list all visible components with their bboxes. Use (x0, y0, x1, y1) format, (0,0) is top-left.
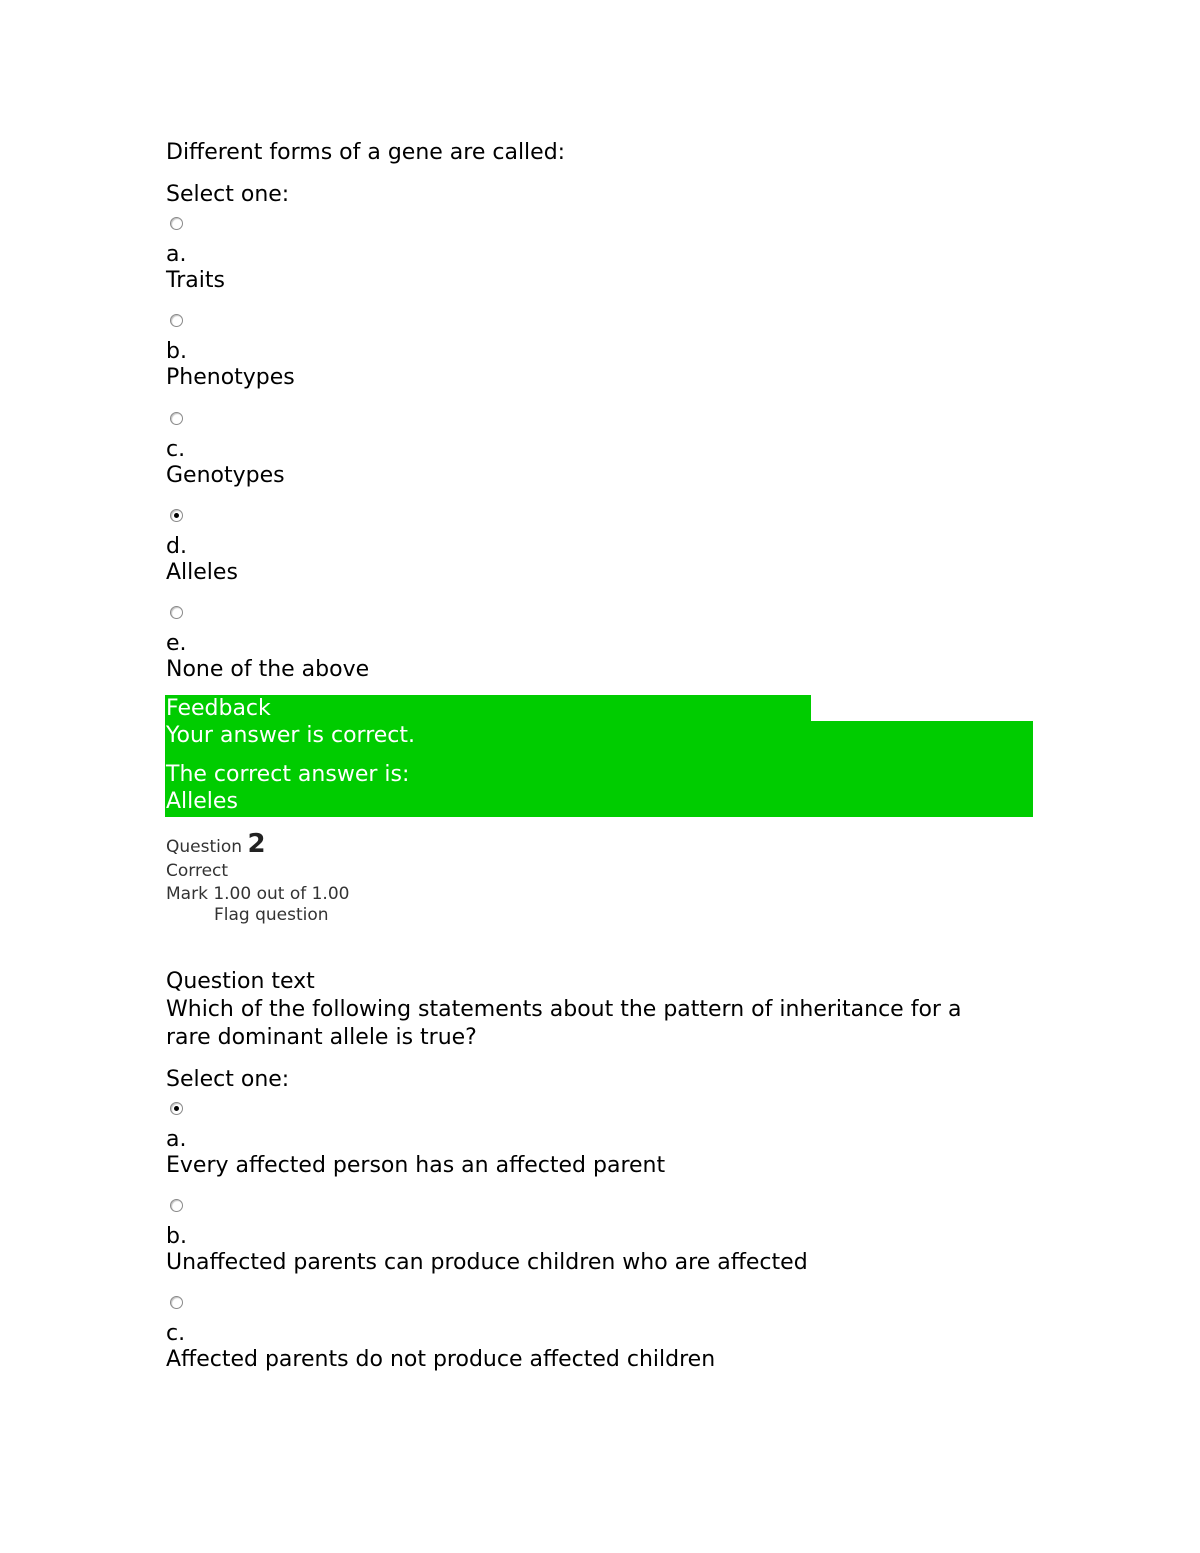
option-text: None of the above (166, 657, 370, 682)
question-2-header (166, 829, 266, 859)
option-letter: a. (166, 1127, 187, 1152)
option-text: Traits (166, 268, 225, 293)
feedback-correct-answer: Alleles (166, 789, 238, 814)
option-text: Genotypes (166, 463, 285, 488)
question-1-text: Different forms of a gene are called: (166, 140, 566, 165)
question-2-select-label: Select one: (166, 1067, 290, 1092)
radio-button[interactable] (170, 1296, 183, 1309)
feedback-correct-label: The correct answer is: (166, 762, 410, 787)
question-2-text-heading: Question text (166, 969, 315, 994)
radio-button-selected[interactable] (170, 1102, 183, 1115)
option-letter: d. (166, 534, 187, 559)
flag-question-link[interactable]: Flag question (214, 905, 329, 925)
question-2-text-line-1: Which of the following statements about the pattern of inheritance for a (166, 997, 962, 1022)
option-letter: e. (166, 631, 187, 656)
option-letter: c. (166, 437, 186, 462)
radio-button[interactable] (170, 1199, 183, 1212)
option-text: Unaffected parents can produce children who are affected (166, 1250, 808, 1275)
question-2-status: Correct (166, 861, 229, 881)
feedback-result: Your answer is correct. (166, 723, 416, 748)
option-text: Phenotypes (166, 365, 295, 390)
radio-button[interactable] (170, 412, 183, 425)
question-label: Question (166, 837, 243, 857)
option-letter: a. (166, 242, 187, 267)
question-2-text-line-2: rare dominant allele is true? (166, 1025, 477, 1050)
radio-button[interactable] (170, 314, 183, 327)
radio-button-selected[interactable] (170, 509, 183, 522)
option-text: Alleles (166, 560, 238, 585)
option-letter: b. (166, 339, 187, 364)
radio-button[interactable] (170, 217, 183, 230)
radio-button[interactable] (170, 606, 183, 619)
option-text: Every affected person has an affected parent (166, 1153, 666, 1178)
question-2-mark: Mark 1.00 out of 1.00 (166, 884, 350, 904)
question-number: 2 (247, 829, 266, 859)
option-letter: c. (166, 1321, 186, 1346)
option-letter: b. (166, 1224, 187, 1249)
question-1-select-label: Select one: (166, 182, 290, 207)
feedback-heading: Feedback (166, 696, 271, 721)
option-text: Affected parents do not produce affected children (166, 1347, 716, 1372)
